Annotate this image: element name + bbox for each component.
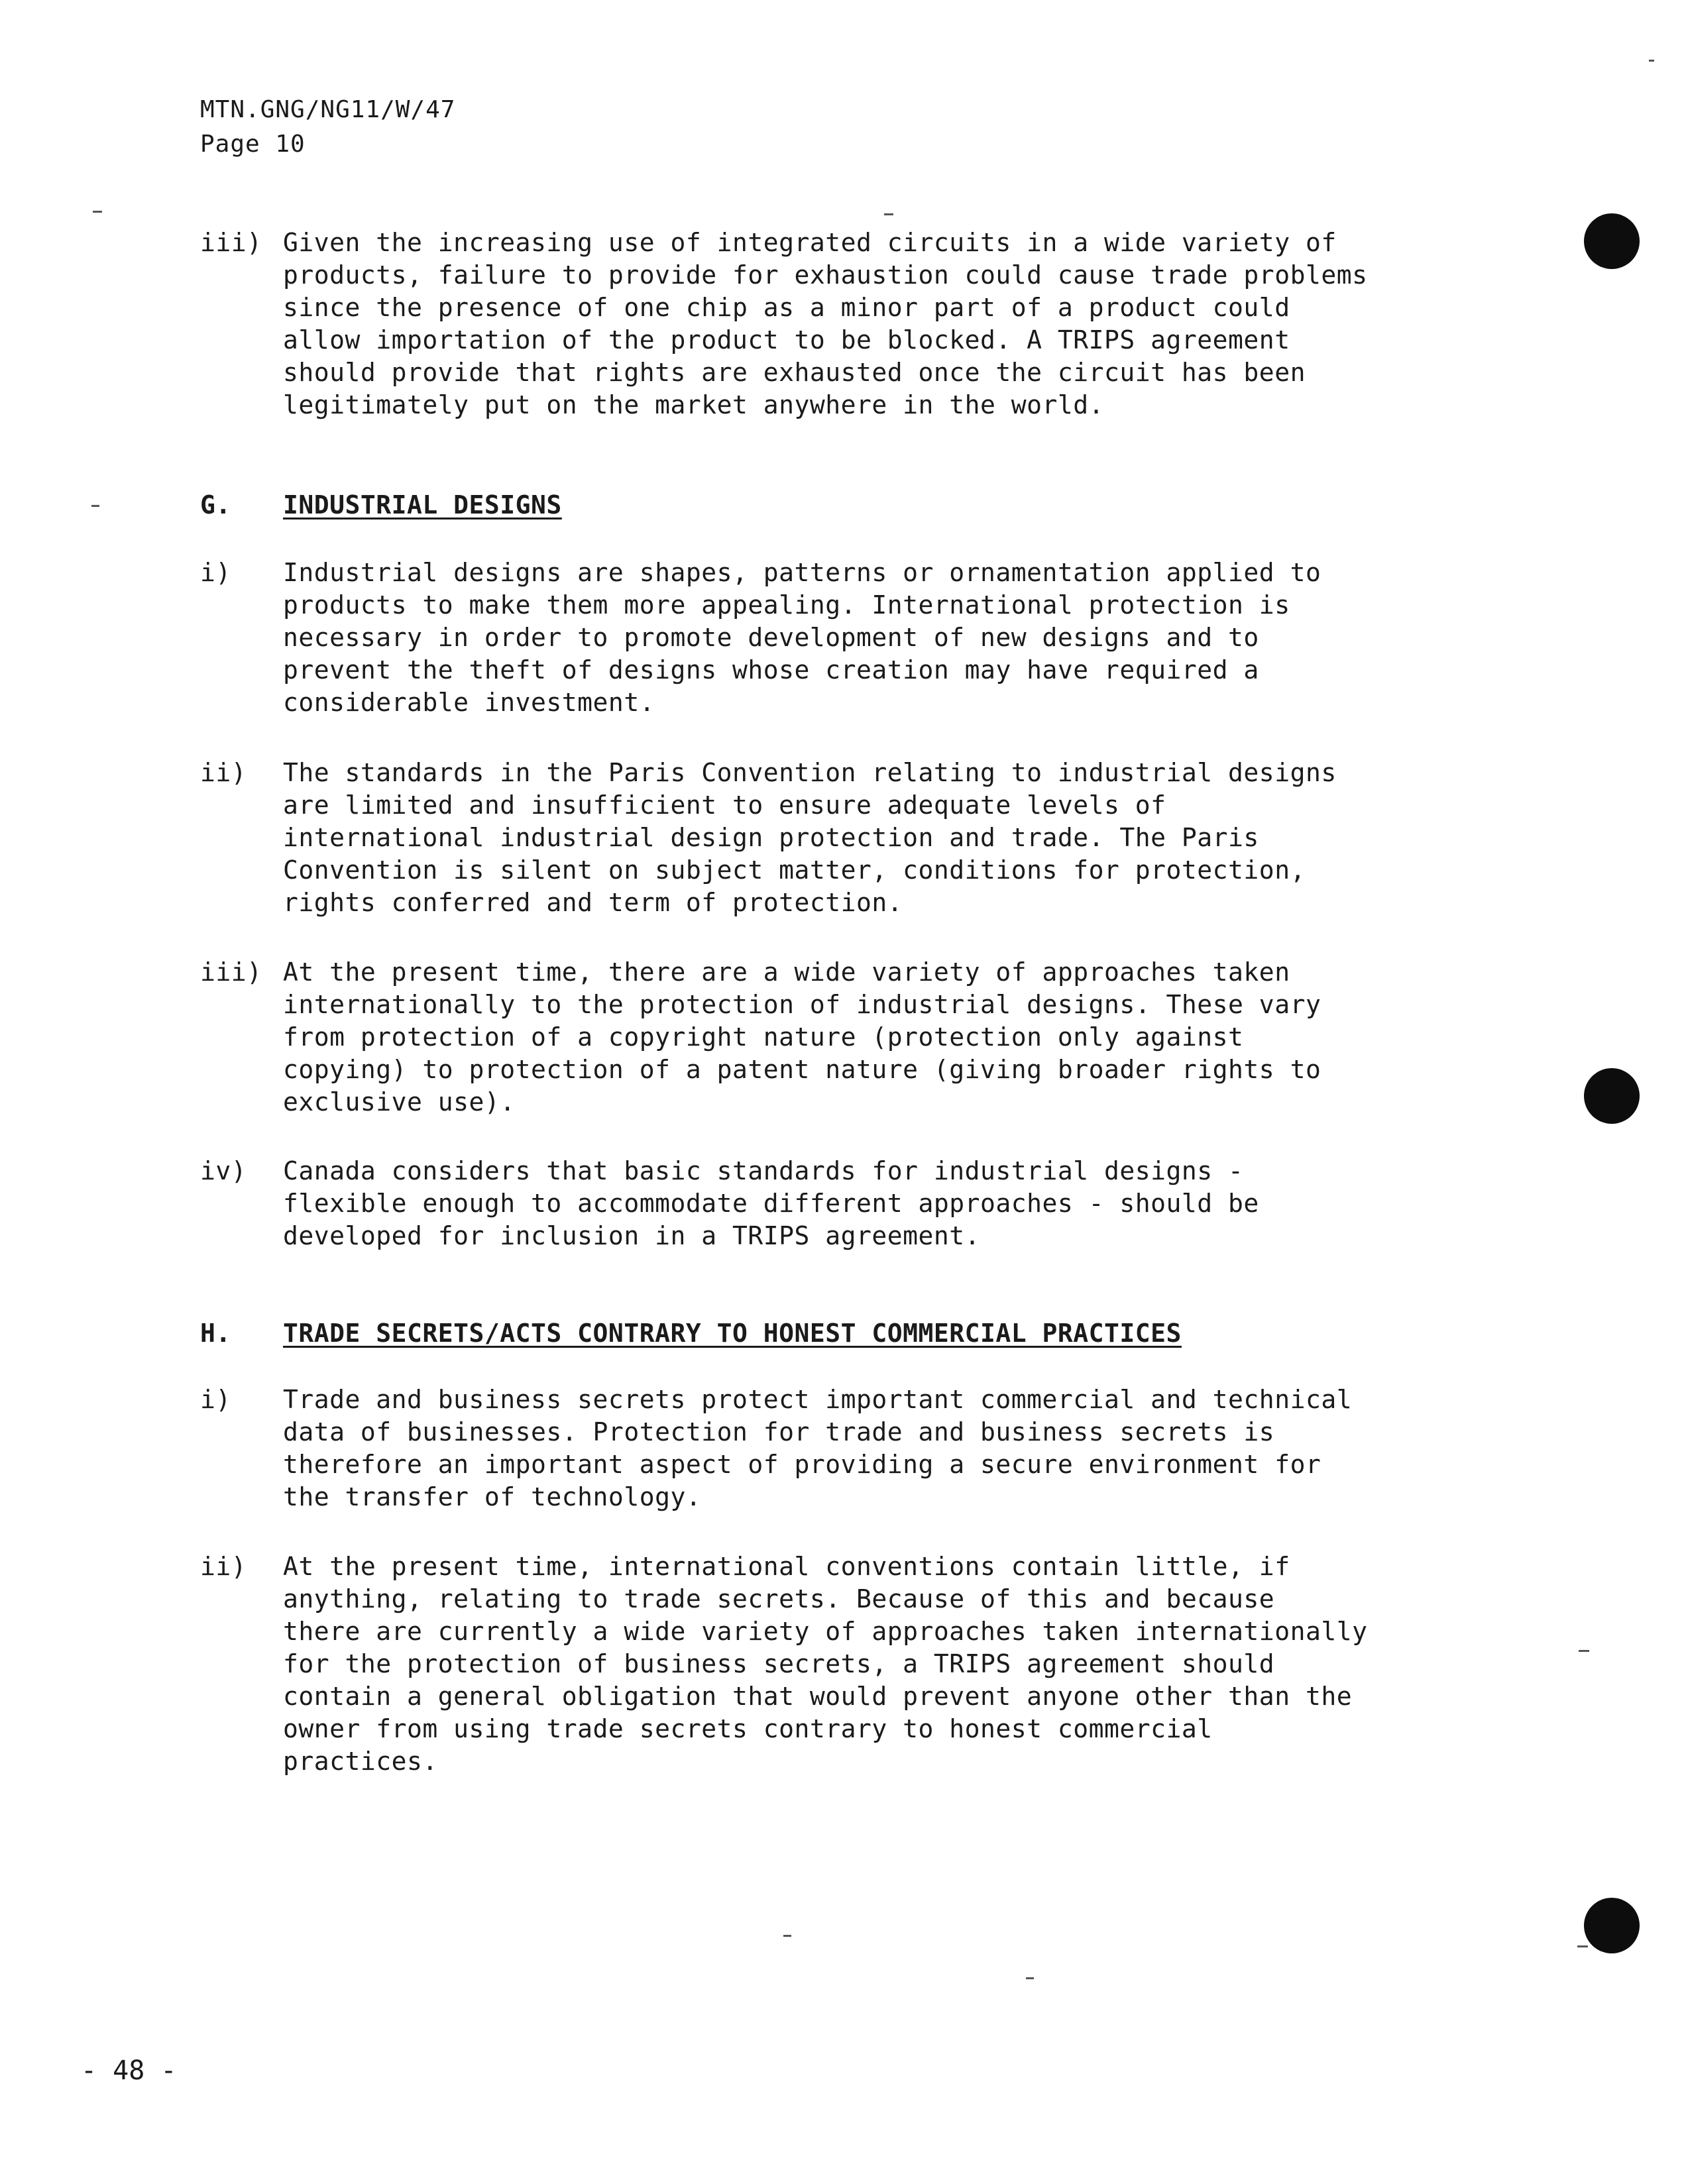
punch-hole [1584,213,1640,269]
scan-speck [1577,1945,1588,1947]
paragraph-text: At the present time, there are a wide variety of approaches taken internationally to the protection of industrial designs. These vary from protection of a copyright nature (protection only against copying) to protection of a patent nature (giving broader rights to exclusive use). [283,957,1321,1117]
scan-speck [93,211,102,213]
paragraph-number: iii) [200,957,262,987]
paragraph-g-iv [200,1155,1459,1252]
section-heading-g [200,489,562,521]
punch-hole [1584,1898,1640,1953]
paragraph-number: ii) [200,1552,247,1581]
paragraph-text: Canada considers that basic standards for industrial designs - flexible enough to accommodate different approaches - should be developed for inclusion in a TRIPS agreement. [283,1156,1259,1250]
paragraph-text: Given the increasing use of integrated circuits in a wide variety of products, failure to provide for exhaustion could cause trade problems since the presence of one chip as a minor part of a product could allow importation of the product to be blocked. A TRIPS agreement should provide that rights are exhausted once the circuit has been legitimately put on the market anywhere in the world. [283,228,1368,419]
paragraph-h-i [200,1384,1459,1513]
paragraph-number: i) [200,558,231,587]
scan-speck [1649,60,1654,62]
paragraph-h-ii [200,1551,1459,1778]
section-title: TRADE SECRETS/ACTS CONTRARY TO HONEST COMMERCIAL PRACTICES [283,1319,1182,1348]
paragraph-g-iii [200,956,1459,1119]
paragraph-text: Industrial designs are shapes, patterns or ornamentation applied to products to make them more appealing. International protection is necessary in order to promote development of new designs and to prevent the theft of designs whose creation may have required a considerable investment. [283,558,1321,717]
scan-speck [91,505,99,507]
document-reference: MTN.GNG/NG11/W/47 [200,96,456,123]
section-heading-h [200,1317,1182,1350]
page-number: - 48 - [81,2055,177,2086]
paragraph-number: iii) [200,228,262,257]
paragraph-exhaustion [200,227,1459,421]
paragraph-text: The standards in the Paris Convention relating to industrial designs are limited and insufficient to ensure adequate levels of international industrial design protection and trade. The Paris Convention is silent on subject matter, conditions for protection, rights conferred and term of protection. [283,758,1337,917]
scan-speck [1026,1977,1034,1979]
paragraph-text: At the present time, international conventions contain little, if anything, relating to trade secrets. Because of this and because there are currently a wide variety of approaches taken internationally for the protection of business secrets, a TRIPS agreement should contain a general obligation that would prevent anyone other than the owner from using trade secrets contrary to honest commercial practices. [283,1552,1368,1776]
punch-hole [1584,1068,1640,1124]
scan-speck [1579,1650,1589,1652]
paragraph-text: Trade and business secrets protect important commercial and technical data of businesses. Protection for trade and business secrets is therefore an important aspect of providing a secure environment for the transfer of technology. [283,1385,1353,1511]
paragraph-number: iv) [200,1156,247,1185]
section-title: INDUSTRIAL DESIGNS [283,490,562,519]
section-letter: G. [200,490,231,519]
section-letter: H. [200,1319,231,1348]
paragraph-g-i [200,557,1459,719]
paragraph-g-ii [200,757,1459,919]
paragraph-number: i) [200,1385,231,1414]
scan-speck [783,1935,791,1937]
paragraph-number: ii) [200,758,247,787]
page-label: Page 10 [200,131,306,158]
document-header [200,93,455,162]
scan-speck [884,213,893,215]
